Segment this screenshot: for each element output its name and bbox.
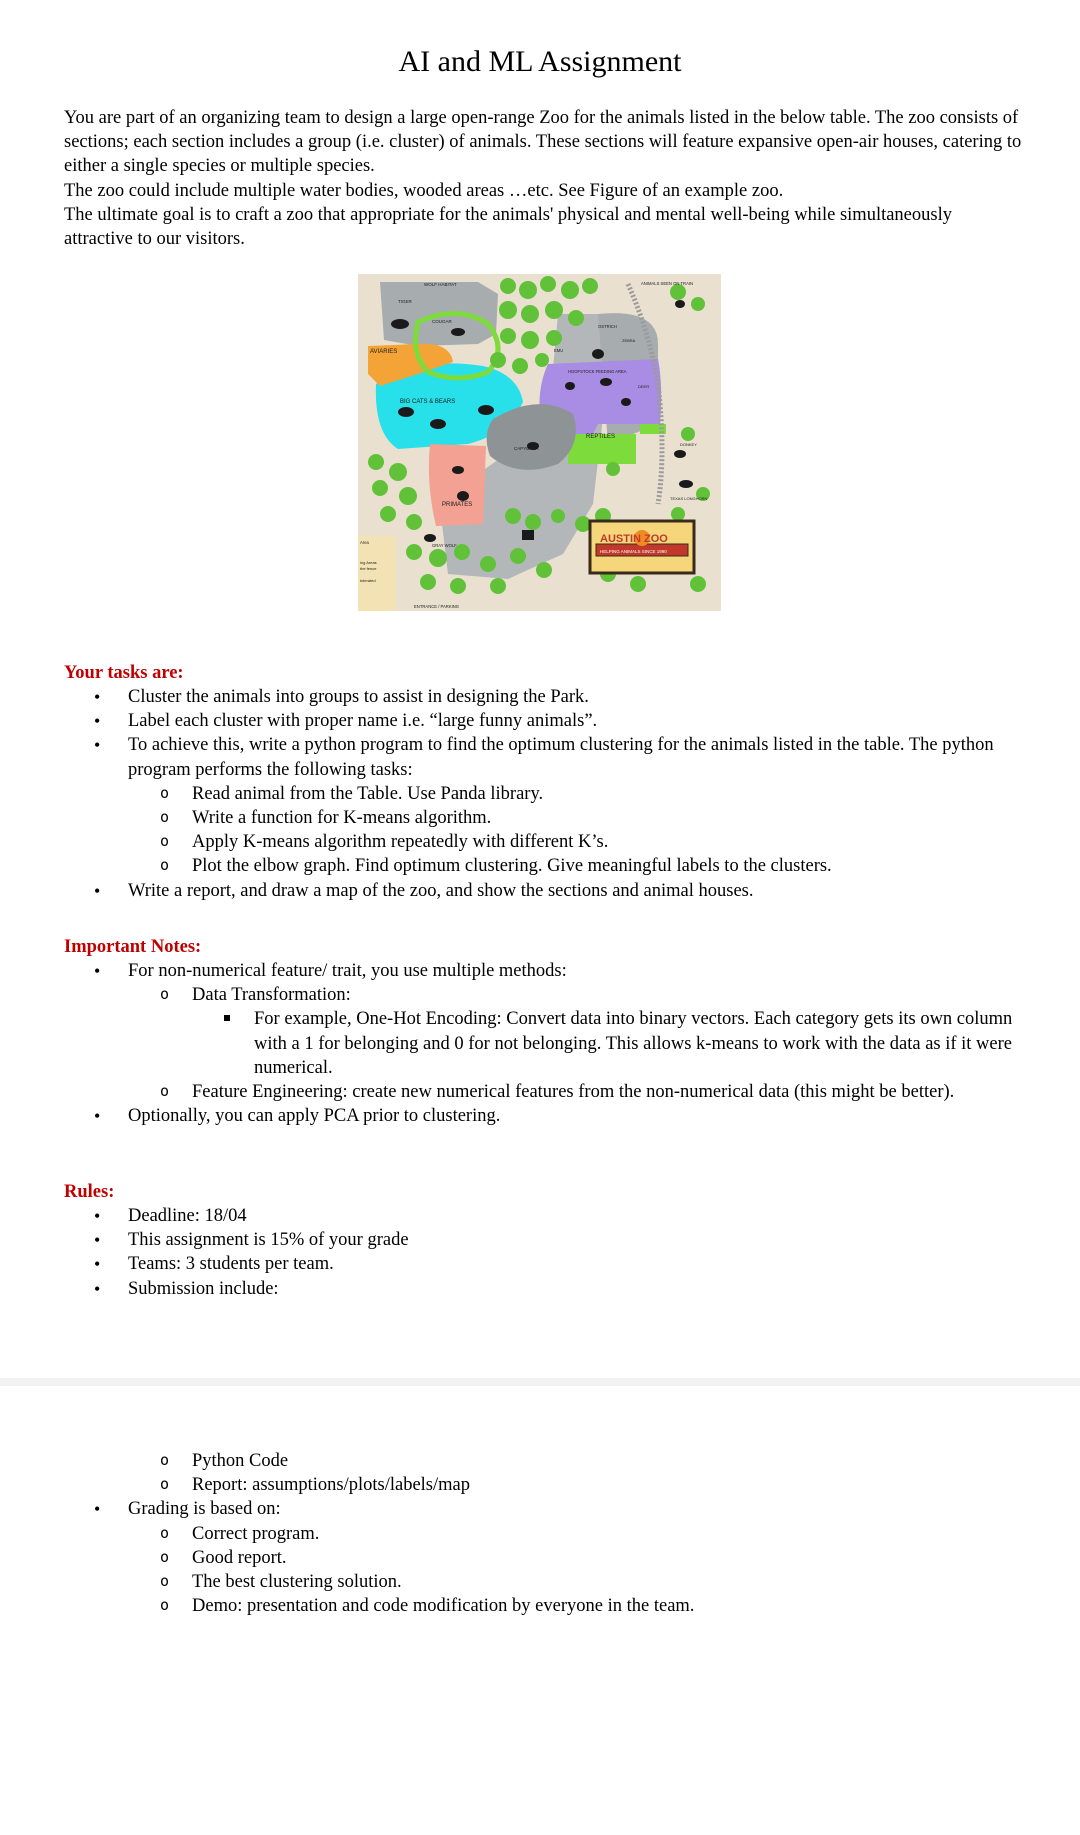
- map-legend-line: tolerated: [360, 578, 376, 583]
- map-label-tiger: TIGER: [398, 299, 412, 304]
- list-item: o Data Transformation:: [64, 983, 1044, 1007]
- map-label-hoofstock: HOOFSTOCK FEEDING AREA: [568, 369, 627, 374]
- list-item: • This assignment is 15% of your grade: [64, 1228, 1044, 1252]
- list-item: o The best clustering solution.: [64, 1570, 1044, 1594]
- list-item: o Feature Engineering: create new numerical features from the non-numerical data (this might be better).: [64, 1080, 1044, 1104]
- map-legend-line: ing Areas: [360, 560, 377, 565]
- document-page-2: [0, 1386, 1080, 1835]
- zone-primates: [429, 444, 486, 526]
- list-item: o Plot the elbow graph. Find optimum clustering. Give meaningful labels to the clusters.: [64, 854, 1044, 878]
- map-label-emu: EMU: [554, 348, 564, 353]
- map-legend-area: Area: [360, 540, 369, 545]
- list-item: o Good report.: [64, 1546, 1044, 1570]
- intro-text: [64, 106, 1024, 251]
- map-legend-box: [358, 536, 396, 611]
- page-separator: [0, 1378, 1080, 1386]
- map-label-donkey: DONKEY: [680, 442, 697, 447]
- list-item: • Write a report, and draw a map of the zoo, and show the sections and animal houses.: [64, 879, 1044, 903]
- map-label-big-cats: BIG CATS & BEARS: [400, 399, 456, 405]
- list-item: o Correct program.: [64, 1522, 1044, 1546]
- list-item: • Deadline: 18/04: [64, 1204, 1044, 1228]
- list-item: o Write a function for K-means algorithm.: [64, 806, 1044, 830]
- zoo-map: [358, 274, 721, 611]
- map-label-ostrich: OSTRICH: [598, 324, 617, 329]
- notes-list: [64, 959, 1044, 1128]
- map-label-cougar: COUGAR: [432, 319, 452, 324]
- list-item: • Label each cluster with proper name i.e. “large funny animals”.: [64, 709, 1044, 733]
- document-title: AI and ML Assignment: [398, 45, 682, 78]
- map-label-deer: DEER: [638, 384, 650, 389]
- map-label-reptiles: REPTILES: [586, 434, 616, 440]
- tasks-heading: Your tasks are:: [64, 663, 184, 683]
- list-item: • Optionally, you can apply PCA prior to clustering.: [64, 1104, 1044, 1128]
- map-label-primates: PRIMATES: [442, 502, 473, 508]
- map-label-aviaries: AVIARIES: [370, 349, 398, 355]
- map-label-zebra: ZEBRA: [622, 338, 636, 343]
- rules-heading: Rules:: [64, 1182, 115, 1202]
- map-label-longhorn: TEXAS LONGHORN: [670, 496, 708, 501]
- list-item: • For non-numerical feature/ trait, you use multiple methods:: [64, 959, 1044, 983]
- list-item: o Demo: presentation and code modification by everyone in the team.: [64, 1594, 1044, 1618]
- austin-zoo-logo: [590, 521, 694, 573]
- tasks-list: [64, 685, 1044, 903]
- zoo-map-figure: [358, 274, 721, 611]
- map-label-wolf: WOLF HABITAT: [424, 282, 457, 287]
- map-label-train: ANIMALS SEEN ON TRAIN: [641, 281, 694, 286]
- list-item: • Submission include:: [64, 1277, 1044, 1301]
- list-item: • To achieve this, write a python program to find the optimum clustering for the animals listed in the table. The python program performs the following tasks:: [64, 733, 1044, 781]
- list-item: • Grading is based on:: [64, 1497, 1044, 1521]
- list-item: o Apply K-means algorithm repeatedly with different K’s.: [64, 830, 1044, 854]
- intro-paragraph: The ultimate goal is to craft a zoo that appropriate for the animals' physical and mental well-being while simultaneously attractive to our visitors.: [64, 204, 952, 250]
- map-label-entrance: ENTRANCE / PARKING: [414, 604, 460, 609]
- rules-list: [64, 1204, 1044, 1301]
- submission-and-grading-list: [64, 1449, 1044, 1618]
- map-label-capybara: CAPYBARA: [514, 446, 539, 451]
- intro-paragraph: You are part of an organizing team to design a large open-range Zoo for the animals listed in the below table. The zoo consists of sections; each section includes a group (i.e. cluster) of animals. These sections will feature expansive open-air houses, catering to either a single species or multiple species.: [64, 108, 1022, 177]
- list-item: • Cluster the animals into groups to assist in designing the Park.: [64, 685, 1044, 709]
- intro-paragraph: The zoo could include multiple water bodies, wooded areas …etc. See Figure of an example zoo.: [64, 180, 784, 201]
- map-label-gray-wolf: GRAY WOLF: [432, 543, 457, 548]
- list-item: o Python Code: [64, 1449, 1044, 1473]
- list-item: o Read animal from the Table. Use Panda library.: [64, 782, 1044, 806]
- list-item: For example, One-Hot Encoding: Convert data into binary vectors. Each category gets its own column with a 1 for belonging and 0 for not belonging. This allows k-means to work with the data as if it were numerical.: [64, 1007, 1044, 1080]
- list-item: o Report: assumptions/plots/labels/map: [64, 1473, 1044, 1497]
- logo-title: AUSTIN ZOO: [600, 533, 668, 545]
- notes-heading: Important Notes:: [64, 937, 202, 957]
- map-legend-line: the fence: [360, 566, 377, 571]
- list-item: • Teams: 3 students per team.: [64, 1252, 1044, 1276]
- logo-subtitle: HELPING ANIMALS SINCE 1990: [600, 549, 667, 554]
